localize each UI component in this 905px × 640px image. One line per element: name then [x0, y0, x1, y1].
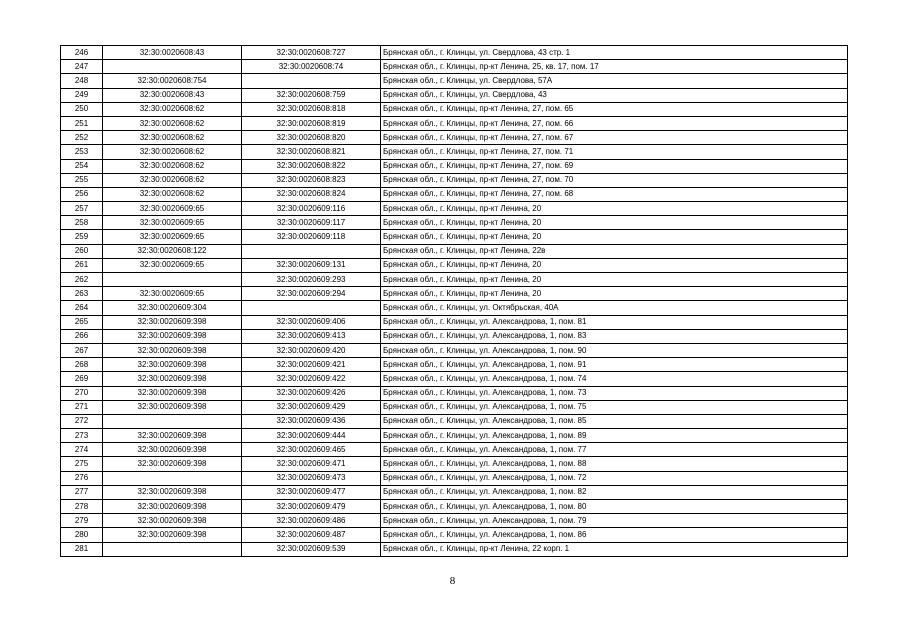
row-number-cell: 258 [61, 216, 103, 230]
row-number-cell: 276 [61, 471, 103, 485]
row-number-cell: 275 [61, 457, 103, 471]
address-cell: Брянская обл., г. Клинцы, ул. Октябрьская, 40А [381, 301, 848, 315]
row-number-cell: 271 [61, 400, 103, 414]
address-cell: Брянская обл., г. Клинцы, ул. Свердлова, 43 стр. 1 [381, 46, 848, 60]
table-row [61, 102, 848, 116]
table-row [61, 159, 848, 173]
object-cadastral-number-cell: 32:30:0020608:821 [242, 145, 381, 159]
address-cell: Брянская обл., г. Клинцы, ул. Александрова, 1, пом. 77 [381, 443, 848, 457]
address-cell: Брянская обл., г. Клинцы, ул. Александрова, 1, пом. 86 [381, 528, 848, 542]
object-cadastral-number-cell: 32:30:0020609:117 [242, 216, 381, 230]
parent-cadastral-number-cell: 32:30:0020608:62 [103, 131, 242, 145]
table-row [61, 88, 848, 102]
row-number-cell: 281 [61, 542, 103, 556]
object-cadastral-number-cell [242, 301, 381, 315]
table-row [61, 386, 848, 400]
row-number-cell: 278 [61, 500, 103, 514]
row-number-cell: 270 [61, 386, 103, 400]
parent-cadastral-number-cell: 32:30:0020609:398 [103, 429, 242, 443]
table-row [61, 414, 848, 428]
object-cadastral-number-cell: 32:30:0020609:131 [242, 258, 381, 272]
object-cadastral-number-cell: 32:30:0020608:818 [242, 102, 381, 116]
table-row [61, 145, 848, 159]
address-cell: Брянская обл., г. Клинцы, пр-кт Ленина, 20 [381, 273, 848, 287]
parent-cadastral-number-cell: 32:30:0020609:304 [103, 301, 242, 315]
row-number-cell: 252 [61, 131, 103, 145]
address-cell: Брянская обл., г. Клинцы, ул. Александрова, 1, пом. 73 [381, 386, 848, 400]
address-cell: Брянская обл., г. Клинцы, пр-кт Ленина, 22в [381, 244, 848, 258]
address-cell: Брянская обл., г. Клинцы, пр-кт Ленина, 20 [381, 202, 848, 216]
table-row [61, 528, 848, 542]
address-cell: Брянская обл., г. Клинцы, ул. Александрова, 1, пом. 89 [381, 429, 848, 443]
row-number-cell: 255 [61, 173, 103, 187]
row-number-cell: 266 [61, 329, 103, 343]
object-cadastral-number-cell: 32:30:0020609:116 [242, 202, 381, 216]
parent-cadastral-number-cell: 32:30:0020608:122 [103, 244, 242, 258]
parent-cadastral-number-cell: 32:30:0020609:65 [103, 287, 242, 301]
row-number-cell: 250 [61, 102, 103, 116]
object-cadastral-number-cell [242, 244, 381, 258]
address-cell: Брянская обл., г. Клинцы, пр-кт Ленина, 20 [381, 216, 848, 230]
parent-cadastral-number-cell: 32:30:0020609:398 [103, 514, 242, 528]
object-cadastral-number-cell: 32:30:0020608:820 [242, 131, 381, 145]
table-row [61, 443, 848, 457]
row-number-cell: 257 [61, 202, 103, 216]
row-number-cell: 279 [61, 514, 103, 528]
object-cadastral-number-cell: 32:30:0020608:727 [242, 46, 381, 60]
object-cadastral-number-cell: 32:30:0020609:422 [242, 372, 381, 386]
parent-cadastral-number-cell: 32:30:0020608:62 [103, 173, 242, 187]
address-cell: Брянская обл., г. Клинцы, ул. Александрова, 1, пом. 83 [381, 329, 848, 343]
object-cadastral-number-cell: 32:30:0020608:819 [242, 116, 381, 130]
row-number-cell: 272 [61, 414, 103, 428]
parent-cadastral-number-cell [103, 542, 242, 556]
address-cell: Брянская обл., г. Клинцы, пр-кт Ленина, 20 [381, 258, 848, 272]
address-cell: Брянская обл., г. Клинцы, ул. Александрова, 1, пом. 91 [381, 358, 848, 372]
row-number-cell: 260 [61, 244, 103, 258]
parent-cadastral-number-cell: 32:30:0020609:65 [103, 258, 242, 272]
row-number-cell: 263 [61, 287, 103, 301]
parent-cadastral-number-cell: 32:30:0020609:65 [103, 230, 242, 244]
row-number-cell: 268 [61, 358, 103, 372]
table-row [61, 131, 848, 145]
table-row [61, 429, 848, 443]
object-cadastral-number-cell: 32:30:0020608:759 [242, 88, 381, 102]
object-cadastral-number-cell: 32:30:0020609:465 [242, 443, 381, 457]
parent-cadastral-number-cell: 32:30:0020609:398 [103, 372, 242, 386]
object-cadastral-number-cell: 32:30:0020608:823 [242, 173, 381, 187]
table-row [61, 244, 848, 258]
table-row [61, 471, 848, 485]
address-cell: Брянская обл., г. Клинцы, ул. Александрова, 1, пом. 88 [381, 457, 848, 471]
table-row [61, 343, 848, 357]
row-number-cell: 253 [61, 145, 103, 159]
table-row [61, 329, 848, 343]
parent-cadastral-number-cell: 32:30:0020608:62 [103, 116, 242, 130]
object-cadastral-number-cell: 32:30:0020609:294 [242, 287, 381, 301]
table-row [61, 258, 848, 272]
table-row [61, 202, 848, 216]
address-cell: Брянская обл., г. Клинцы, пр-кт Ленина, 27, пом. 70 [381, 173, 848, 187]
object-cadastral-number-cell: 32:30:0020609:486 [242, 514, 381, 528]
table-row [61, 187, 848, 201]
object-cadastral-number-cell: 32:30:0020609:477 [242, 485, 381, 499]
row-number-cell: 280 [61, 528, 103, 542]
address-cell: Брянская обл., г. Клинцы, пр-кт Ленина, 20 [381, 287, 848, 301]
row-number-cell: 273 [61, 429, 103, 443]
parent-cadastral-number-cell: 32:30:0020609:398 [103, 457, 242, 471]
object-cadastral-number-cell: 32:30:0020609:471 [242, 457, 381, 471]
table-row [61, 273, 848, 287]
parent-cadastral-number-cell: 32:30:0020608:62 [103, 187, 242, 201]
table-row [61, 457, 848, 471]
table-row [61, 74, 848, 88]
address-cell: Брянская обл., г. Клинцы, пр-кт Ленина, 27, пом. 65 [381, 102, 848, 116]
object-cadastral-number-cell: 32:30:0020609:473 [242, 471, 381, 485]
row-number-cell: 274 [61, 443, 103, 457]
object-cadastral-number-cell: 32:30:0020609:413 [242, 329, 381, 343]
row-number-cell: 261 [61, 258, 103, 272]
row-number-cell: 248 [61, 74, 103, 88]
object-cadastral-number-cell: 32:30:0020609:426 [242, 386, 381, 400]
table-row [61, 173, 848, 187]
object-cadastral-number-cell: 32:30:0020609:421 [242, 358, 381, 372]
row-number-cell: 256 [61, 187, 103, 201]
address-cell: Брянская обл., г. Клинцы, ул. Свердлова, 57А [381, 74, 848, 88]
object-cadastral-number-cell: 32:30:0020609:539 [242, 542, 381, 556]
address-cell: Брянская обл., г. Клинцы, пр-кт Ленина, 27, пом. 66 [381, 116, 848, 130]
address-cell: Брянская обл., г. Клинцы, ул. Александрова, 1, пом. 82 [381, 485, 848, 499]
row-number-cell: 265 [61, 315, 103, 329]
table-row [61, 358, 848, 372]
table-row [61, 315, 848, 329]
row-number-cell: 254 [61, 159, 103, 173]
parent-cadastral-number-cell: 32:30:0020609:398 [103, 400, 242, 414]
table-row [61, 372, 848, 386]
object-cadastral-number-cell: 32:30:0020609:479 [242, 500, 381, 514]
table-row [61, 116, 848, 130]
address-cell: Брянская обл., г. Клинцы, ул. Александрова, 1, пом. 90 [381, 343, 848, 357]
parent-cadastral-number-cell: 32:30:0020609:398 [103, 329, 242, 343]
table-row [61, 60, 848, 74]
address-cell: Брянская обл., г. Клинцы, пр-кт Ленина, 27, пом. 67 [381, 131, 848, 145]
parent-cadastral-number-cell: 32:30:0020609:398 [103, 315, 242, 329]
table-row [61, 542, 848, 556]
parent-cadastral-number-cell: 32:30:0020608:62 [103, 159, 242, 173]
object-cadastral-number-cell [242, 74, 381, 88]
parent-cadastral-number-cell: 32:30:0020609:398 [103, 386, 242, 400]
row-number-cell: 267 [61, 343, 103, 357]
page-number: 8 [449, 575, 456, 587]
cadastral-table-body [61, 46, 848, 557]
address-cell: Брянская обл., г. Клинцы, пр-кт Ленина, 27, пом. 69 [381, 159, 848, 173]
object-cadastral-number-cell: 32:30:0020609:429 [242, 400, 381, 414]
row-number-cell: 269 [61, 372, 103, 386]
parent-cadastral-number-cell: 32:30:0020609:398 [103, 343, 242, 357]
address-cell: Брянская обл., г. Клинцы, ул. Александрова, 1, пом. 79 [381, 514, 848, 528]
address-cell: Брянская обл., г. Клинцы, ул. Александрова, 1, пом. 74 [381, 372, 848, 386]
parent-cadastral-number-cell: 32:30:0020609:65 [103, 216, 242, 230]
address-cell: Брянская обл., г. Клинцы, пр-кт Ленина, 20 [381, 230, 848, 244]
table-row [61, 301, 848, 315]
table-row [61, 514, 848, 528]
parent-cadastral-number-cell: 32:30:0020608:43 [103, 88, 242, 102]
address-cell: Брянская обл., г. Клинцы, пр-кт Ленина, 27, пом. 71 [381, 145, 848, 159]
parent-cadastral-number-cell: 32:30:0020609:398 [103, 528, 242, 542]
object-cadastral-number-cell: 32:30:0020609:420 [242, 343, 381, 357]
object-cadastral-number-cell: 32:30:0020609:436 [242, 414, 381, 428]
table-row [61, 485, 848, 499]
address-cell: Брянская обл., г. Клинцы, ул. Александрова, 1, пом. 81 [381, 315, 848, 329]
table-row [61, 287, 848, 301]
parent-cadastral-number-cell [103, 414, 242, 428]
object-cadastral-number-cell: 32:30:0020609:118 [242, 230, 381, 244]
address-cell: Брянская обл., г. Клинцы, пр-кт Ленина, 27, пом. 68 [381, 187, 848, 201]
parent-cadastral-number-cell: 32:30:0020609:398 [103, 358, 242, 372]
object-cadastral-number-cell: 32:30:0020609:487 [242, 528, 381, 542]
parent-cadastral-number-cell [103, 471, 242, 485]
address-cell: Брянская обл., г. Клинцы, ул. Александрова, 1, пом. 85 [381, 414, 848, 428]
row-number-cell: 247 [61, 60, 103, 74]
table-row [61, 400, 848, 414]
object-cadastral-number-cell: 32:30:0020609:293 [242, 273, 381, 287]
table-row [61, 46, 848, 60]
row-number-cell: 262 [61, 273, 103, 287]
row-number-cell: 246 [61, 46, 103, 60]
address-cell: Брянская обл., г. Клинцы, ул. Александрова, 1, пом. 72 [381, 471, 848, 485]
object-cadastral-number-cell: 32:30:0020608:74 [242, 60, 381, 74]
table-row [61, 500, 848, 514]
parent-cadastral-number-cell: 32:30:0020609:398 [103, 500, 242, 514]
parent-cadastral-number-cell [103, 273, 242, 287]
address-cell: Брянская обл., г. Клинцы, ул. Александрова, 1, пом. 75 [381, 400, 848, 414]
parent-cadastral-number-cell: 32:30:0020608:43 [103, 46, 242, 60]
parent-cadastral-number-cell: 32:30:0020608:754 [103, 74, 242, 88]
address-cell: Брянская обл., г. Клинцы, пр-кт Ленина, 25, кв. 17, пом. 17 [381, 60, 848, 74]
parent-cadastral-number-cell: 32:30:0020609:65 [103, 202, 242, 216]
parent-cadastral-number-cell: 32:30:0020609:398 [103, 485, 242, 499]
row-number-cell: 264 [61, 301, 103, 315]
address-cell: Брянская обл., г. Клинцы, ул. Александрова, 1, пом. 80 [381, 500, 848, 514]
row-number-cell: 259 [61, 230, 103, 244]
object-cadastral-number-cell: 32:30:0020609:444 [242, 429, 381, 443]
table-row [61, 216, 848, 230]
parent-cadastral-number-cell: 32:30:0020608:62 [103, 145, 242, 159]
address-cell: Брянская обл., г. Клинцы, ул. Свердлова, 43 [381, 88, 848, 102]
row-number-cell: 277 [61, 485, 103, 499]
object-cadastral-number-cell: 32:30:0020609:406 [242, 315, 381, 329]
object-cadastral-number-cell: 32:30:0020608:822 [242, 159, 381, 173]
object-cadastral-number-cell: 32:30:0020608:824 [242, 187, 381, 201]
table-row [61, 230, 848, 244]
parent-cadastral-number-cell: 32:30:0020608:62 [103, 102, 242, 116]
row-number-cell: 249 [61, 88, 103, 102]
address-cell: Брянская обл., г. Клинцы, пр-кт Ленина, 22 корп. 1 [381, 542, 848, 556]
parent-cadastral-number-cell: 32:30:0020609:398 [103, 443, 242, 457]
parent-cadastral-number-cell [103, 60, 242, 74]
row-number-cell: 251 [61, 116, 103, 130]
cadastral-table [60, 45, 848, 557]
